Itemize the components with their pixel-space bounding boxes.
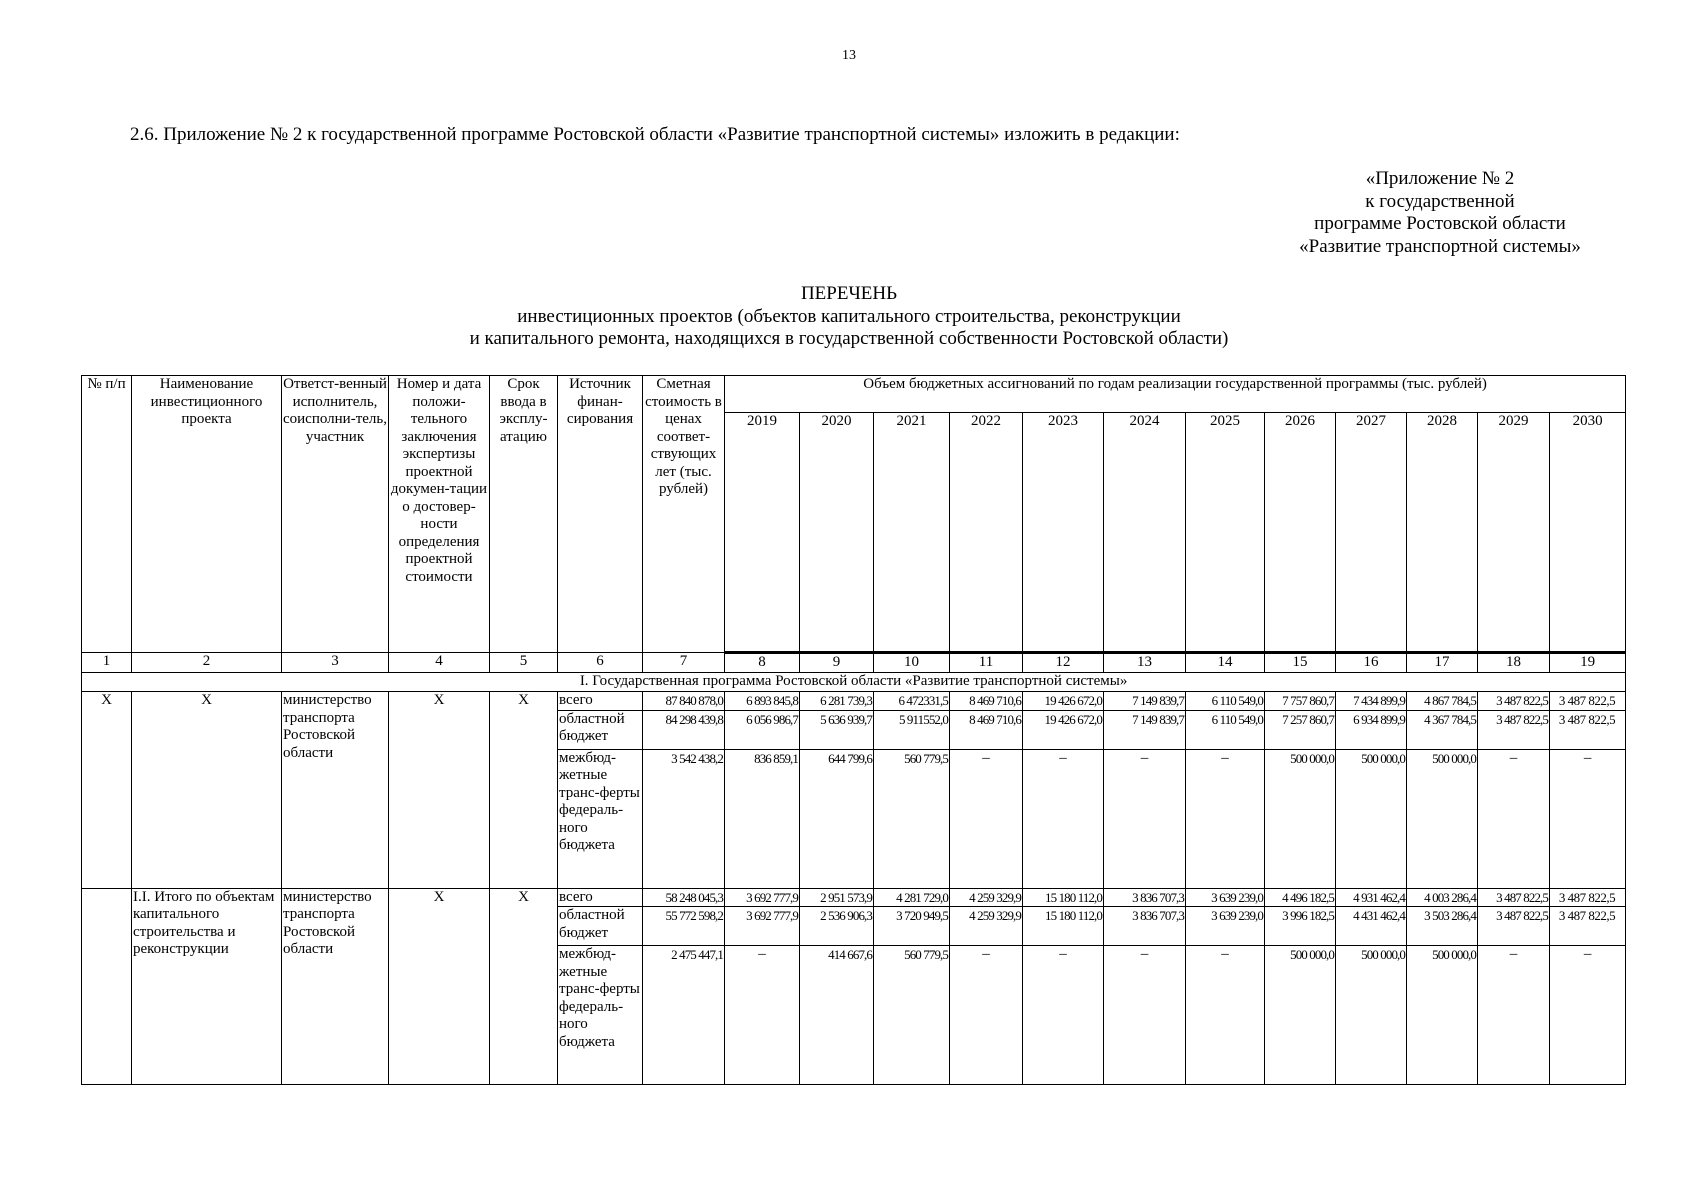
header-year: 2020 (800, 413, 874, 653)
column-number: 4 (389, 653, 490, 673)
cell-year-value: – (1104, 946, 1186, 1085)
cell-cost: 84 298 439,8 (643, 710, 725, 749)
header-source: Источник финан-сирования (558, 376, 643, 653)
header-year: 2028 (1407, 413, 1478, 653)
cell-year-value: – (1550, 749, 1626, 888)
cell-year-value: 3 836 707,3 (1104, 907, 1186, 946)
cell-year-value: 2 951 573,9 (800, 888, 874, 907)
header-term: Срок ввода в эксплу-атацию (490, 376, 558, 653)
cell-year-value: 8 469 710,6 (950, 692, 1023, 711)
cell-term: Х (490, 692, 558, 889)
cell-year-value: 5 911552,0 (874, 710, 950, 749)
document-title (0, 283, 1698, 351)
column-number: 9 (800, 653, 874, 673)
table-row (82, 692, 1626, 711)
cell-year-value: 6 934 899,9 (1336, 710, 1407, 749)
cell-year-value: 3 639 239,0 (1186, 888, 1265, 907)
cell-year-value: 836 859,1 (725, 749, 800, 888)
cell-year-value: 3 692 777,9 (725, 907, 800, 946)
column-number: 14 (1186, 653, 1265, 673)
cell-year-value: 4 281 729,0 (874, 888, 950, 907)
cell-year-value: 3 487 822,5 (1550, 710, 1626, 749)
cell-year-value: 4 367 784,5 (1407, 710, 1478, 749)
cell-source: межбюд-жетные транс-ферты федераль-ного бюджета (558, 946, 643, 1085)
cell-num: Х (82, 692, 132, 889)
cell-year-value: – (950, 946, 1023, 1085)
cell-year-value: – (1550, 946, 1626, 1085)
cell-project-name: Х (132, 692, 282, 889)
cell-year-value: 6 110 549,0 (1186, 710, 1265, 749)
appendix-line: программе Ростовской области (1314, 213, 1566, 234)
page-number: 13 (842, 48, 856, 63)
header-year: 2021 (874, 413, 950, 653)
cell-year-value: 4 259 329,9 (950, 907, 1023, 946)
cell-year-value: 6 893 845,8 (725, 692, 800, 711)
cell-year-value: 15 180 112,0 (1023, 888, 1104, 907)
title-line: ПЕРЕЧЕНЬ (800, 283, 898, 304)
column-number: 1 (82, 653, 132, 673)
cell-project-name: I.I. Итого по объектам капитального строительства и реконструкции (132, 888, 282, 1085)
investment-projects-table (81, 375, 1626, 1085)
header-year: 2030 (1550, 413, 1626, 653)
column-number: 8 (725, 653, 800, 673)
header-year: 2026 (1265, 413, 1336, 653)
cell-year-value: 3 692 777,9 (725, 888, 800, 907)
cell-year-value: 19 426 672,0 (1023, 692, 1104, 711)
cell-year-value: 4 931 462,4 (1336, 888, 1407, 907)
cell-year-value: 3 487 822,5 (1550, 907, 1626, 946)
cell-year-value: 4 496 182,5 (1265, 888, 1336, 907)
cell-source: межбюд-жетные транс-ферты федераль-ного бюджета (558, 749, 643, 888)
cell-year-value: 500 000,0 (1407, 749, 1478, 888)
cell-year-value: 500 000,0 (1336, 749, 1407, 888)
cell-year-value: 3 503 286,4 (1407, 907, 1478, 946)
cell-year-value: 3 996 182,5 (1265, 907, 1336, 946)
cell-year-value: 7 149 839,7 (1104, 710, 1186, 749)
column-number: 7 (643, 653, 725, 673)
header-responsible: Ответст-венный исполнитель, соисполни-тель, участник (282, 376, 389, 653)
column-number: 18 (1478, 653, 1550, 673)
cell-year-value: – (1478, 946, 1550, 1085)
cell-year-value: – (1104, 749, 1186, 888)
column-number: 17 (1407, 653, 1478, 673)
cell-year-value: 500 000,0 (1265, 946, 1336, 1085)
cell-source: всего (558, 888, 643, 907)
cell-responsible: министерство транспорта Ростовской области (282, 692, 389, 889)
cell-cost: 58 248 045,3 (643, 888, 725, 907)
cell-year-value: – (1186, 749, 1265, 888)
cell-year-value: 500 000,0 (1407, 946, 1478, 1085)
cell-cost: 3 542 438,2 (643, 749, 725, 888)
section-title: I. Государственная программа Ростовской области «Развитие транспортной системы» (82, 673, 1626, 692)
cell-year-value: 4 003 286,4 (1407, 888, 1478, 907)
table-body (82, 376, 1626, 1085)
cell-year-value: 15 180 112,0 (1023, 907, 1104, 946)
appendix-note (1270, 168, 1610, 258)
cell-year-value: 3 487 822,5 (1550, 692, 1626, 711)
cell-year-value: 2 536 906,3 (800, 907, 874, 946)
column-number: 2 (132, 653, 282, 673)
column-number-row (82, 653, 1626, 673)
header-year: 2024 (1104, 413, 1186, 653)
cell-expertise: Х (389, 888, 490, 1085)
appendix-line: «Развитие транспортной системы» (1299, 235, 1581, 257)
cell-year-value: – (725, 946, 800, 1085)
cell-source: всего (558, 692, 643, 711)
column-number: 3 (282, 653, 389, 673)
cell-year-value: 7 149 839,7 (1104, 692, 1186, 711)
column-number: 11 (950, 653, 1023, 673)
cell-source: областной бюджет (558, 907, 643, 946)
header-year: 2023 (1023, 413, 1104, 653)
cell-year-value: 4 431 462,4 (1336, 907, 1407, 946)
column-number: 13 (1104, 653, 1186, 673)
cell-year-value: 8 469 710,6 (950, 710, 1023, 749)
cell-year-value: 3 487 822,5 (1478, 907, 1550, 946)
header-expertise: Номер и дата положи-тельного заключения экспертизы проектной докумен-тации о достовер-ности определения проектной стоимости (389, 376, 490, 653)
cell-year-value: – (950, 749, 1023, 888)
column-number: 19 (1550, 653, 1626, 673)
cell-year-value: 19 426 672,0 (1023, 710, 1104, 749)
section-row (82, 673, 1626, 692)
cell-year-value: 560 779,5 (874, 946, 950, 1085)
intro-paragraph: 2.6. Приложение № 2 к государственной программе Ростовской области «Развитие транспортной системы» изложить в редакции: (130, 124, 1180, 145)
cell-year-value: 414 667,6 (800, 946, 874, 1085)
cell-source: областной бюджет (558, 710, 643, 749)
column-number: 10 (874, 653, 950, 673)
cell-year-value: 6 110 549,0 (1186, 692, 1265, 711)
column-number: 5 (490, 653, 558, 673)
cell-responsible: министерство транспорта Ростовской области (282, 888, 389, 1085)
header-year: 2019 (725, 413, 800, 653)
column-number: 16 (1336, 653, 1407, 673)
cell-expertise: Х (389, 692, 490, 889)
cell-year-value: 5 636 939,7 (800, 710, 874, 749)
header-name: Наименование инвестиционного проекта (132, 376, 282, 653)
cell-num (82, 888, 132, 1085)
header-row (82, 376, 1626, 413)
cell-year-value: 3 720 949,5 (874, 907, 950, 946)
header-cost: Сметная стоимость в ценах соответ-ствующих лет (тыс. рублей) (643, 376, 725, 653)
cell-year-value: 6 281 739,3 (800, 692, 874, 711)
cell-year-value: 7 257 860,7 (1265, 710, 1336, 749)
column-number: 12 (1023, 653, 1104, 673)
cell-year-value: 500 000,0 (1336, 946, 1407, 1085)
cell-year-value: 7 434 899,9 (1336, 692, 1407, 711)
appendix-line: «Приложение № 2 (1365, 168, 1515, 189)
header-year: 2022 (950, 413, 1023, 653)
cell-year-value: 3 487 822,5 (1478, 692, 1550, 711)
cell-year-value: 644 799,6 (800, 749, 874, 888)
cell-year-value: 4 259 329,9 (950, 888, 1023, 907)
cell-term: Х (490, 888, 558, 1085)
cell-year-value: 3 487 822,5 (1550, 888, 1626, 907)
cell-year-value: 500 000,0 (1265, 749, 1336, 888)
cell-cost: 87 840 878,0 (643, 692, 725, 711)
title-line: и капитального ремонта, находящихся в государственной собственности Ростовской области) (469, 328, 1229, 349)
cell-year-value: – (1023, 749, 1104, 888)
header-year: 2029 (1478, 413, 1550, 653)
appendix-line: к государственной (1365, 190, 1515, 212)
cell-cost: 2 475 447,1 (643, 946, 725, 1085)
cell-year-value: 4 867 784,5 (1407, 692, 1478, 711)
cell-cost: 55 772 598,2 (643, 907, 725, 946)
cell-year-value: – (1186, 946, 1265, 1085)
header-year: 2025 (1186, 413, 1265, 653)
header-year: 2027 (1336, 413, 1407, 653)
cell-year-value: 3 836 707,3 (1104, 888, 1186, 907)
cell-year-value: 3 639 239,0 (1186, 907, 1265, 946)
cell-year-value: – (1478, 749, 1550, 888)
title-line: инвестиционных проектов (объектов капитального строительства, реконструкции (517, 305, 1181, 327)
cell-year-value: 3 487 822,5 (1478, 710, 1550, 749)
header-num: № п/п (82, 376, 132, 653)
column-number: 15 (1265, 653, 1336, 673)
cell-year-value: 7 757 860,7 (1265, 692, 1336, 711)
cell-year-value: 3 487 822,5 (1478, 888, 1550, 907)
table-row (82, 888, 1626, 907)
cell-year-value: 560 779,5 (874, 749, 950, 888)
cell-year-value: 6 472331,5 (874, 692, 950, 711)
cell-year-value: – (1023, 946, 1104, 1085)
column-number: 6 (558, 653, 643, 673)
cell-year-value: 6 056 986,7 (725, 710, 800, 749)
header-budget-group: Объем бюджетных ассигнований по годам реализации государственной программы (тыс. рублей) (725, 376, 1626, 413)
